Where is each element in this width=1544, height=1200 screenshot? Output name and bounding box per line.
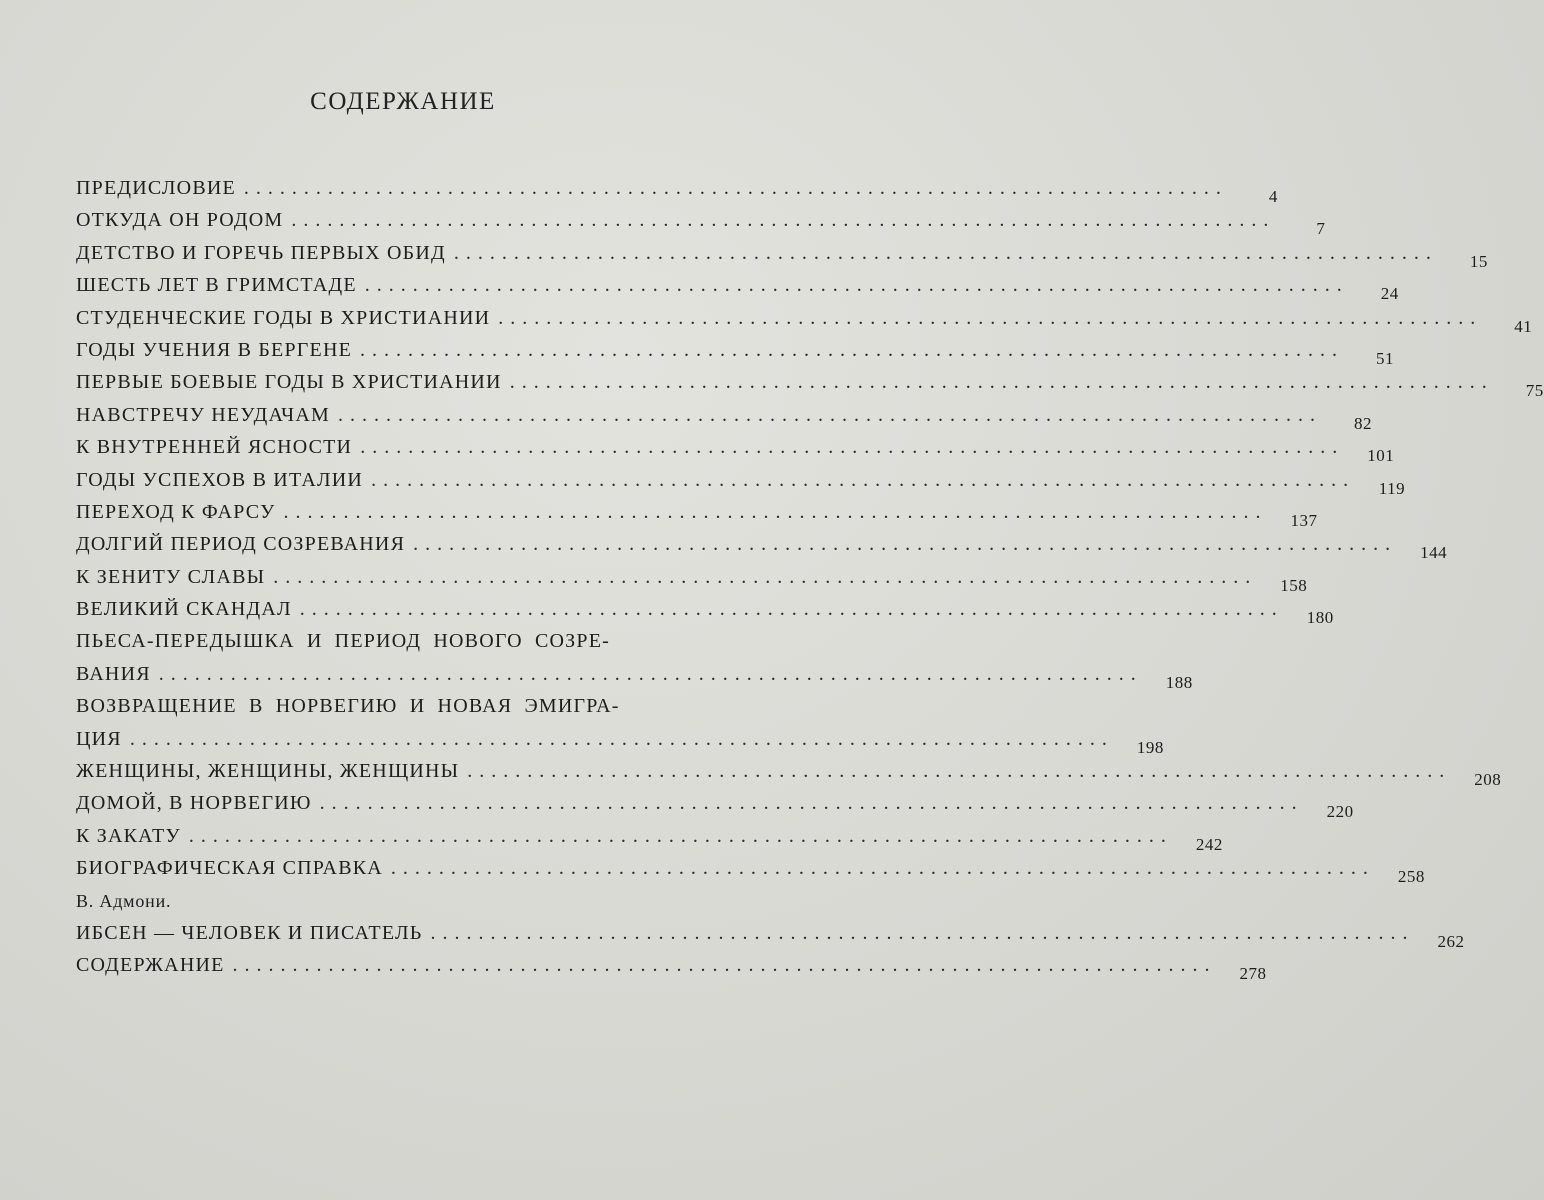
toc-entry-title: ИБСЕН — ЧЕЛОВЕК И ПИСАТЕЛЬ <box>76 922 423 945</box>
dot-leader: .................................................................................. <box>243 177 1228 199</box>
dot-leader: .................................................................................. <box>360 436 1345 459</box>
toc-entry-title-line2: ВАНИЯ <box>76 662 151 685</box>
dot-leader: .................................................................................. <box>467 760 1452 783</box>
dot-leader: .................................................................................. <box>291 209 1276 232</box>
dot-leader: .................................................................................. <box>413 533 1398 556</box>
toc-entry-title: БИОГРАФИЧЕСКАЯ СПРАВКА <box>76 857 383 880</box>
dot-leader: .................................................................................. <box>319 792 1304 815</box>
toc-entry <box>76 399 1372 433</box>
toc-entry <box>76 334 1395 368</box>
toc-entry-page: 278 <box>1239 964 1267 984</box>
toc-entry <box>76 852 1425 887</box>
toc-entry-page: 51 <box>1376 348 1395 368</box>
toc-entry-page: 258 <box>1397 867 1425 887</box>
toc-entry <box>76 593 1334 628</box>
dot-leader: .................................................................................. <box>390 857 1375 880</box>
toc-entry <box>76 528 1448 563</box>
toc-entry <box>76 269 1399 304</box>
toc-entry <box>76 690 1164 757</box>
dot-leader: .................................................................................. <box>498 306 1483 329</box>
toc-entry <box>76 496 1318 530</box>
dot-leader: .................................................................................. <box>129 727 1114 750</box>
dot-leader: .................................................................................. <box>360 338 1345 361</box>
toc-entry-page: 198 <box>1136 737 1164 757</box>
toc-entry-page: 208 <box>1474 770 1502 790</box>
toc-entry <box>76 820 1223 854</box>
dot-leader: .................................................................................. <box>188 824 1173 847</box>
dot-leader: .................................................................................. <box>337 403 1322 426</box>
dot-leader: .................................................................................. <box>453 241 1438 264</box>
dot-leader: .................................................................................. <box>364 274 1349 297</box>
toc-entry <box>76 431 1395 466</box>
toc-entry-title: ДЕТСТВО И ГОРЕЧЬ ПЕРВЫХ ОБИД <box>76 241 446 264</box>
toc-entry-title: ПРЕДИСЛОВИЕ <box>76 177 236 199</box>
afterword-author: В. Адмони. <box>76 890 172 911</box>
toc-entry-title-line1: ПЬЕСА-ПЕРЕДЫШКА И ПЕРИОД НОВОГО СОЗРЕ- <box>76 630 610 653</box>
toc-entry-title-line1: ВОЗВРАЩЕНИЕ В НОРВЕГИЮ И НОВАЯ ЭМИГРА- <box>76 695 620 718</box>
toc-entry-page: 180 <box>1306 608 1334 628</box>
toc-entry-title: ГОДЫ УСПЕХОВ В ИТАЛИИ <box>76 468 364 491</box>
toc-entry-page: 137 <box>1290 510 1318 530</box>
toc-entry-page: 119 <box>1378 478 1406 498</box>
toc-entry-title: СТУДЕНЧЕСКИЕ ГОДЫ В ХРИСТИАНИИ <box>76 306 491 329</box>
dot-leader: .................................................................................. <box>283 500 1268 523</box>
toc-entry-title: К ЗЕНИТУ СЛАВЫ <box>76 565 266 588</box>
toc-entry <box>76 237 1488 271</box>
toc-entry-page: 220 <box>1326 802 1354 822</box>
toc-entry-title: СОДЕРЖАНИЕ <box>76 954 225 977</box>
toc-entry-page: 242 <box>1195 834 1223 854</box>
toc-entry <box>76 204 1326 239</box>
toc-entry <box>76 366 1544 401</box>
toc-entry-title: ПЕРЕХОД К ФАРСУ <box>76 500 276 523</box>
toc-entry-page: 75 <box>1525 381 1544 401</box>
toc-entry <box>76 625 1193 692</box>
page-title: СОДЕРЖАНИЕ <box>310 88 496 115</box>
toc-entry-afterword <box>76 917 1465 952</box>
toc-entry-title: ДОМОЙ, В НОРВЕГИЮ <box>76 792 312 815</box>
toc-entry-page: 7 <box>1316 219 1326 239</box>
dot-leader: .................................................................................. <box>430 922 1415 945</box>
toc-entry-page: 24 <box>1380 284 1399 304</box>
dot-leader: .................................................................................. <box>299 598 1284 621</box>
dot-leader: .................................................................................. <box>509 371 1494 394</box>
toc-entry <box>76 561 1308 595</box>
toc-entry-title: ГОДЫ УЧЕНИЯ В БЕРГЕНЕ <box>76 338 353 361</box>
toc-entry-title: ШЕСТЬ ЛЕТ В ГРИМСТАДЕ <box>76 274 357 297</box>
toc-entry-page: 101 <box>1367 446 1395 466</box>
toc-entry-title: К ВНУТРЕННЕЙ ЯСНОСТИ <box>76 436 353 459</box>
dot-leader: .................................................................................. <box>273 565 1258 588</box>
toc-entry-title: К ЗАКАТУ <box>76 824 181 847</box>
toc-entry-page: 15 <box>1469 251 1488 271</box>
toc-entry <box>76 172 1278 206</box>
table-of-contents <box>76 172 1544 984</box>
toc-entry <box>76 787 1354 822</box>
toc-entry-title: ВЕЛИКИЙ СКАНДАЛ <box>76 598 292 621</box>
toc-entry-contents <box>76 949 1267 984</box>
toc-entry-page: 144 <box>1420 543 1448 563</box>
toc-entry-page: 262 <box>1437 932 1465 952</box>
toc-entry-page: 158 <box>1280 575 1308 595</box>
toc-entry <box>76 302 1533 336</box>
toc-entry-page: 41 <box>1514 316 1533 336</box>
toc-entry-page: 4 <box>1268 187 1278 206</box>
toc-entry <box>76 464 1406 498</box>
dot-leader: .................................................................................. <box>158 662 1143 685</box>
toc-entry-title: НАВСТРЕЧУ НЕУДАЧАМ <box>76 403 330 426</box>
toc-entry-title-line2: ЦИЯ <box>76 727 122 750</box>
dot-leader: .................................................................................. <box>371 468 1356 491</box>
toc-entry-page: 188 <box>1165 672 1193 692</box>
toc-entry <box>76 755 1502 790</box>
dot-leader: .................................................................................. <box>232 954 1217 977</box>
toc-entry-title: ЖЕНЩИНЫ, ЖЕНЩИНЫ, ЖЕНЩИНЫ <box>76 760 460 783</box>
toc-entry-page: 82 <box>1353 413 1372 433</box>
toc-entry-title: ДОЛГИЙ ПЕРИОД СОЗРЕВАНИЯ <box>76 533 406 556</box>
toc-entry-title: ПЕРВЫЕ БОЕВЫЕ ГОДЫ В ХРИСТИАНИИ <box>76 371 502 394</box>
toc-entry-title: ОТКУДА ОН РОДОМ <box>76 209 284 232</box>
